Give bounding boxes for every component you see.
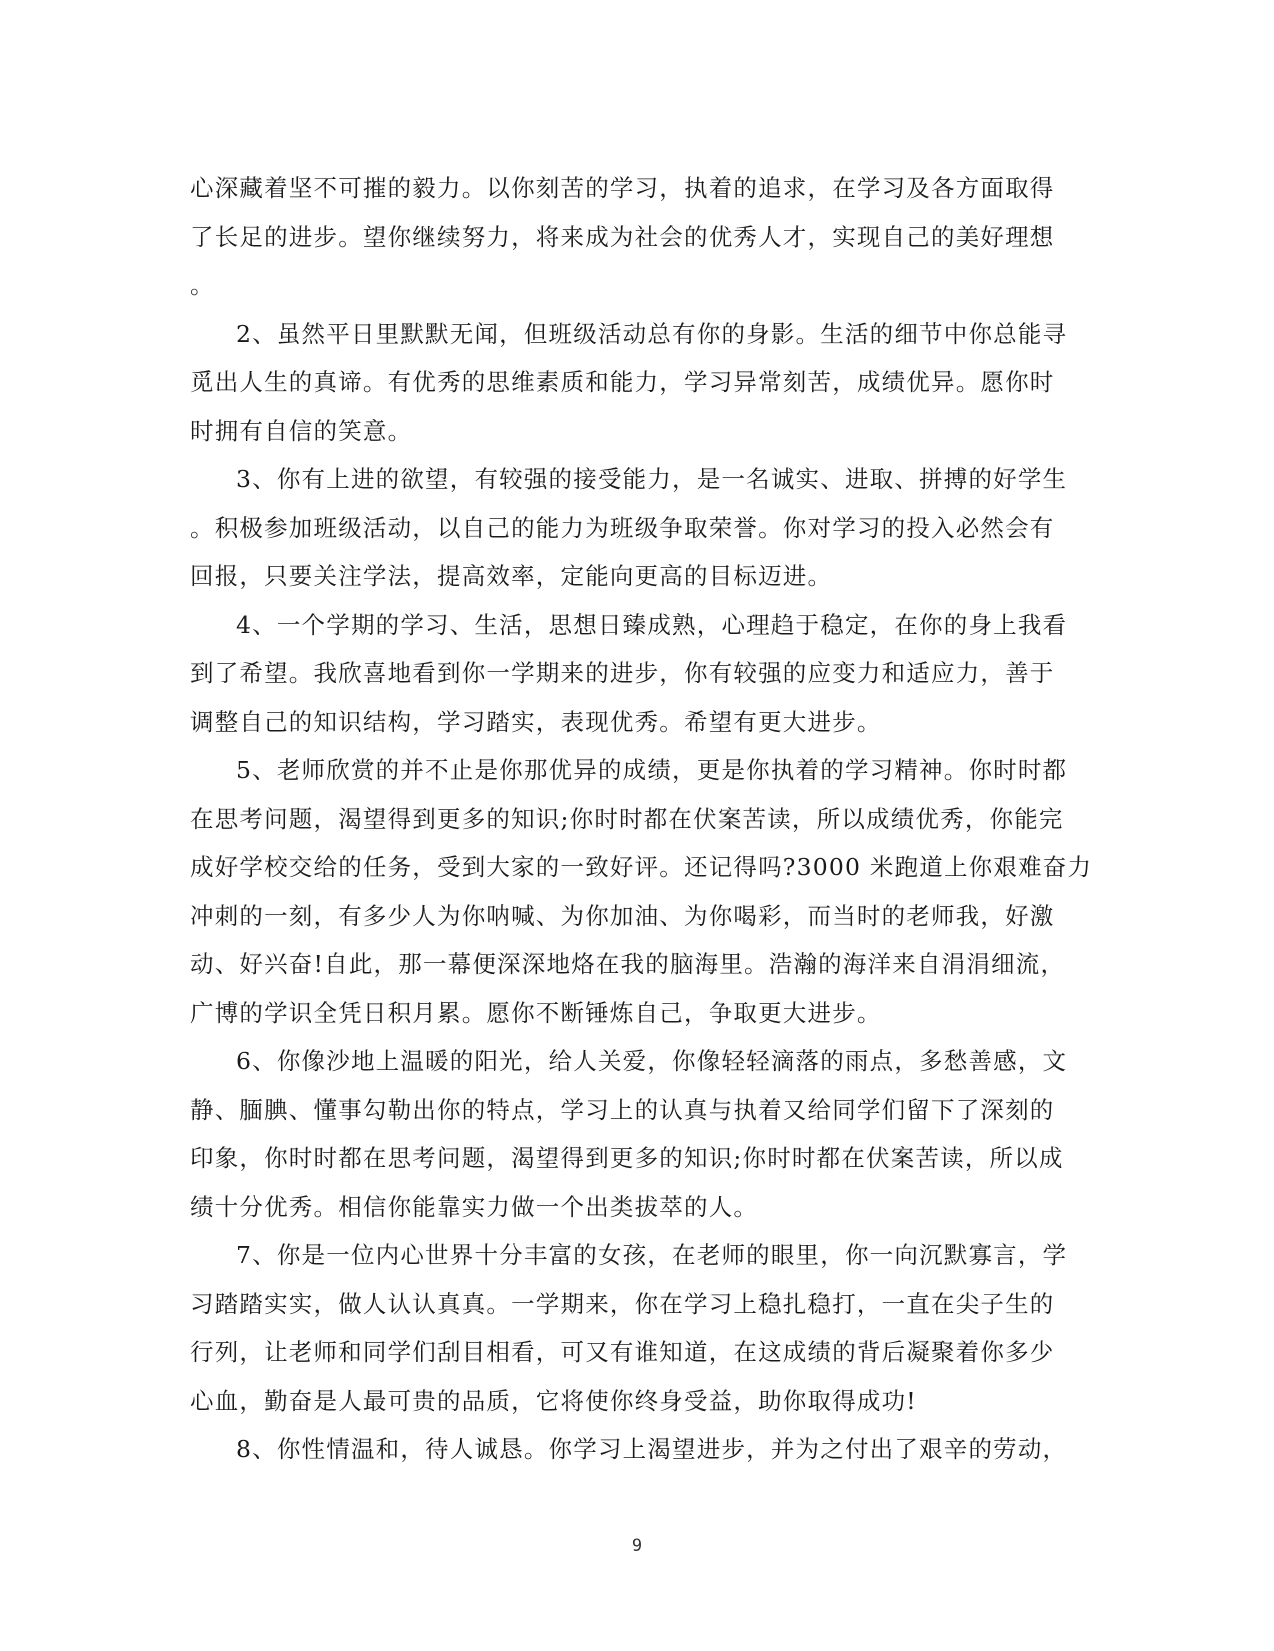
text-line: 广博的学识全凭日积月累。愿你不断锤炼自己，争取更大进步。 (190, 998, 882, 1027)
text-line: 动、好兴奋!自此，那一幕便深深地烙在我的脑海里。浩瀚的海洋来自涓涓细流， (190, 950, 1066, 978)
paragraph-start-2: 2、虽然平日里默默无闻，但班级活动总有你的身影。生活的细节中你总能寻 (236, 319, 1068, 348)
text-line: 心深藏着坚不可摧的毅力。以你刻苦的学习，执着的追求，在学习及各方面取得 (190, 174, 1055, 202)
document-body (190, 164, 1093, 1474)
text-line: 习踏踏实实，做人认认真真。一学期来，你在学习上稳扎稳打，一直在尖子生的 (190, 1289, 1055, 1318)
text-line: 在思考问题，渴望得到更多的知识;你时时都在伏案苦读，所以成绩优秀，你能完 (190, 804, 1064, 833)
paragraph-start-4: 4、一个学期的学习、生活，思想日臻成熟，心理趋于稳定，在你的身上我看 (236, 610, 1068, 639)
text-line: 绩十分优秀。相信你能靠实力做一个出类拔萃的人。 (190, 1192, 759, 1221)
text-line: 冲刺的一刻，有多少人为你呐喊、为你加油、为你喝彩，而当时的老师我，好激 (190, 901, 1055, 930)
text-line: 印象，你时时都在思考问题，渴望得到更多的知识;你时时都在伏案苦读，所以成 (190, 1144, 1064, 1172)
paragraph-start-7: 7、你是一位内心世界十分丰富的女孩，在老师的眼里，你一向沉默寡言，学 (236, 1241, 1068, 1269)
text-line: 回报，只要关注学法，提高效率，定能向更高的目标迈进。 (190, 562, 833, 590)
paragraph-start-6: 6、你像沙地上温暖的阳光，给人关爱，你像轻轻滴落的雨点，多愁善感，文 (236, 1047, 1068, 1075)
paragraph-start-8: 8、你性情温和，待人诚恳。你学习上渴望进步，并为之付出了艰辛的劳动， (236, 1435, 1068, 1463)
text-line: 觅出人生的真谛。有优秀的思维素质和能力，学习异常刻苦，成绩优异。愿你时 (190, 368, 1055, 396)
text-line: 时拥有自信的笑意。 (190, 416, 413, 445)
text-line: 成好学校交给的任务，受到大家的一致好评。还记得吗?3000 米跑道上你艰难奋力 (190, 853, 1093, 881)
text-line: 调整自己的知识结构，学习踏实，表现优秀。希望有更大进步。 (190, 707, 882, 736)
paragraph-start-5: 5、老师欣赏的并不止是你那优异的成绩，更是你执着的学习精神。你时时都 (236, 756, 1068, 784)
page-number: 9 (631, 1536, 643, 1556)
text-line: 。 (190, 271, 215, 299)
paragraph-start-3: 3、你有上进的欲望，有较强的接受能力，是一名诚实、进取、拼搏的好学生 (236, 465, 1068, 493)
text-line: 了长足的进步。望你继续努力，将来成为社会的优秀人才，实现自己的美好理想 (190, 222, 1055, 251)
text-line: 到了希望。我欣喜地看到你一学期来的进步，你有较强的应变力和适应力，善于 (190, 659, 1055, 687)
text-line: 行列，让老师和同学们刮目相看，可又有谁知道，在这成绩的背后凝聚着你多少 (190, 1338, 1055, 1366)
text-line: 静、腼腆、懂事勾勒出你的特点，学习上的认真与执着又给同学们留下了深刻的 (190, 1095, 1055, 1124)
text-line: 。积极参加班级活动，以自己的能力为班级争取荣誉。你对学习的投入必然会有 (190, 513, 1055, 542)
text-line: 心血，勤奋是人最可贵的品质，它将使你终身受益，助你取得成功! (190, 1386, 917, 1415)
